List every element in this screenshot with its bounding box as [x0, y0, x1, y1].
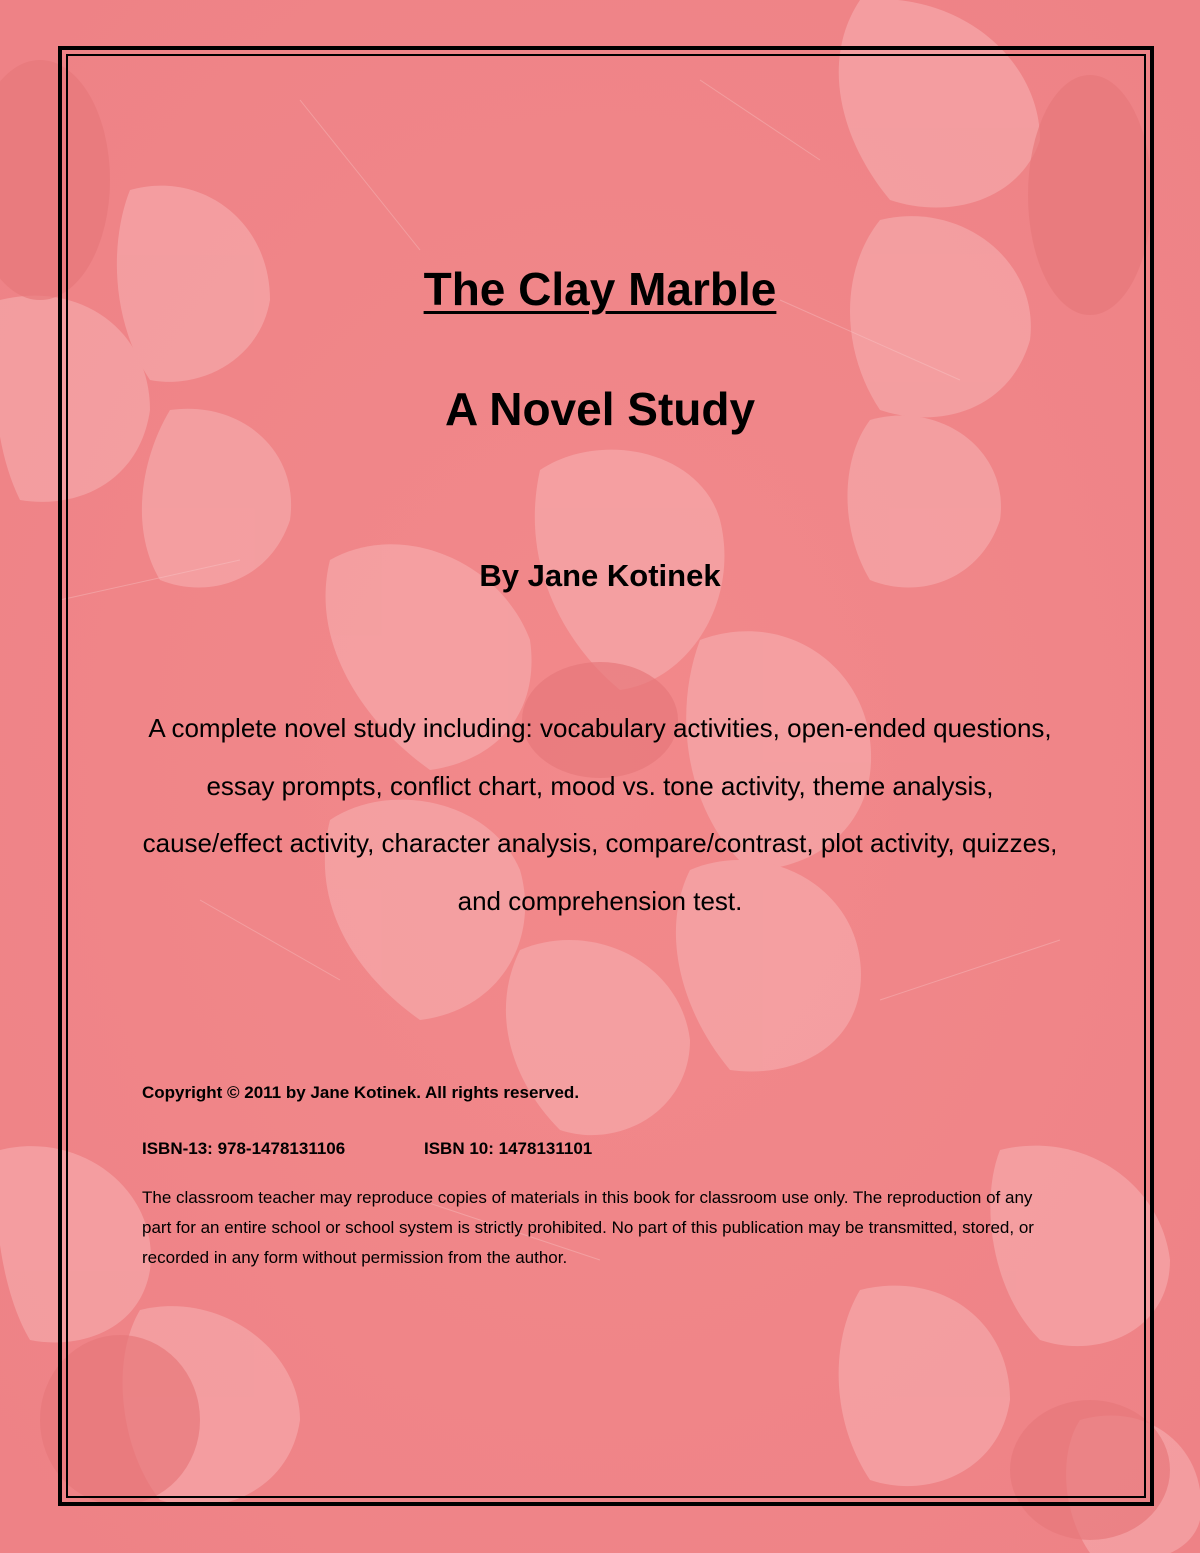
book-description: A complete novel study including: vocabulary activities, open-ended questions, essay prompts, conflict chart, mood vs. tone activity, theme analysis, cause/effect activity, character analysis, compare/contrast, plot activity, quizzes, and comprehension test. — [142, 713, 1058, 916]
book-subtitle: A Novel Study — [444, 383, 756, 435]
reproduction-notice: The classroom teacher may reproduce copies of materials in this book for classroom use only. The reproduction of any part for an entire school or school system is strictly prohibited. No part of this publication may be transmitted, stored, or recorded in any form without permission from the author. — [142, 1188, 1034, 1267]
isbn-13: ISBN-13: 978-1478131106 — [142, 1139, 346, 1158]
book-title: The Clay Marble — [423, 263, 777, 315]
book-author: By Jane Kotinek — [479, 558, 721, 593]
copyright-line: Copyright © 2011 by Jane Kotinek. All rights reserved. — [142, 1083, 580, 1102]
isbn-10: ISBN 10: 1478131101 — [424, 1139, 593, 1158]
